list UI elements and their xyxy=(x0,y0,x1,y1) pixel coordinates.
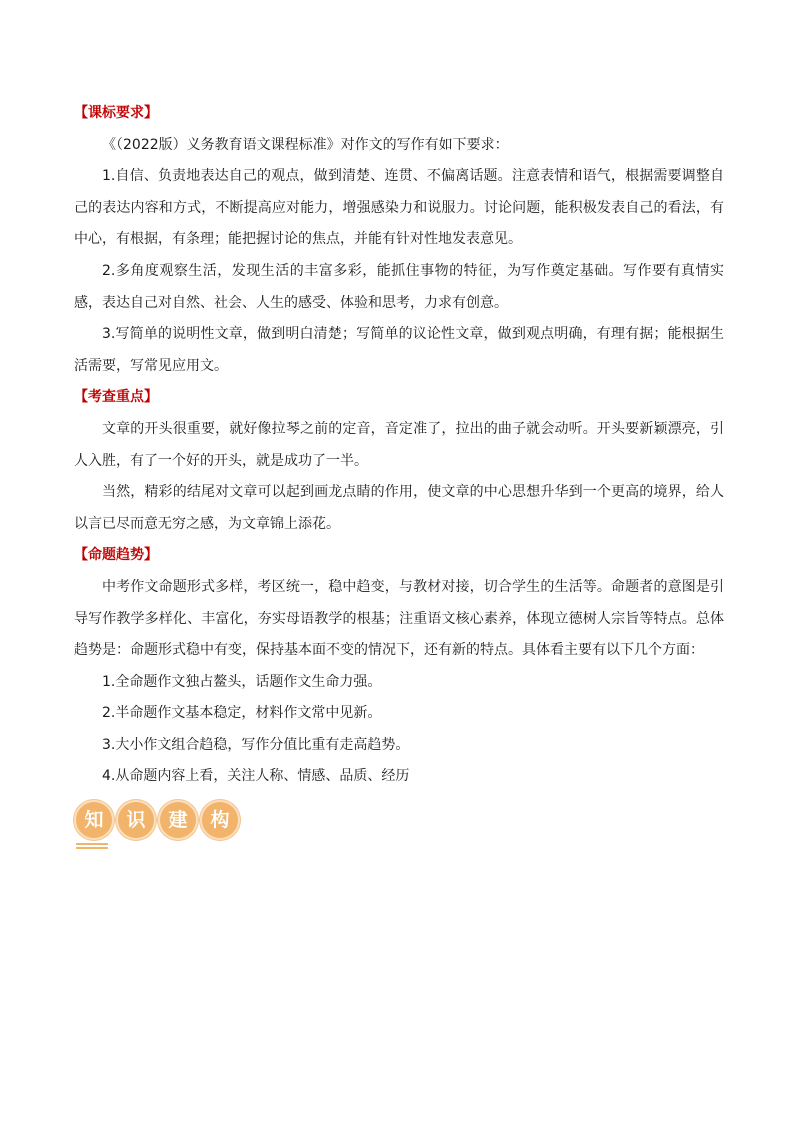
trend-item-2: 2.半命题作文基本稳定，材料作文常中见新。 xyxy=(102,705,382,722)
trend-item-3: 3.大小作文组合趋稳，写作分值比重有走高趋势。 xyxy=(102,736,410,753)
banner-underline-bottom xyxy=(76,847,108,849)
banner-char-1: 知 xyxy=(74,800,114,840)
banner-circles xyxy=(74,800,240,840)
trend-item-1: 1.全命题作文独占鳌头，话题作文生命力强。 xyxy=(102,673,382,690)
section-title-standard: 【课标要求】 xyxy=(74,105,158,121)
standard-item-3: 3.写简单的说明性文章，做到明白清楚；写简单的议论性文章，做到观点明确，有理有据；能根据生活需要，写常见应用文。 xyxy=(74,326,724,374)
trend-item-4: 4.从命题内容上看，关注人称、情感、品质、经历 xyxy=(102,768,410,785)
knowledge-construction-banner xyxy=(74,800,230,850)
trend-intro: 中考作文命题形式多样，考区统一，稳中趋变，与教材对接，切合学生的生活等。命题者的意图是引导写作教学多样化、丰富化，夯实母语教学的根基；注重语文核心素养，体现立德树人宗旨等特点。总体趋势是：命题形式稳中有变，保持基本面不变的情况下，还有新的特点。具体看主要有以下几个方面： xyxy=(74,578,724,659)
standard-intro: 《（2022版）义务教育语文课程标准》对作文的写作有如下要求： xyxy=(102,136,509,153)
banner-char-2: 识 xyxy=(116,800,156,840)
section-title-focus: 【考查重点】 xyxy=(74,389,158,406)
document-body xyxy=(74,98,724,793)
banner-underline-top xyxy=(76,843,108,845)
focus-paragraph-1: 文章的开头很重要，就好像拉琴之前的定音，音定准了，拉出的曲子就会动听。开头要新颖漂亮，引人入胜，有了一个好的开头，就是成功了一半。 xyxy=(74,420,724,469)
focus-paragraph-2: 当然，精彩的结尾对文章可以起到画龙点睛的作用，使文章的中心思想升华到一个更高的境界，给人以言已尽而意无穷之感，为文章锦上添花。 xyxy=(74,484,724,532)
banner-char-4: 构 xyxy=(200,800,240,840)
standard-item-1: 1.自信、负责地表达自己的观点，做到清楚、连贯、不偏离话题。注意表情和语气，根据需要调整自己的表达内容和方式，不断提高应对能力，增强感染力和说服力。讨论问题，能积极发表自己的看法，有中心，有根据，有条理；能把握讨论的焦点，并能有针对性地发表意见。 xyxy=(74,168,724,248)
section-title-trend: 【命题趋势】 xyxy=(74,547,158,564)
standard-item-2: 2.多角度观察生活，发现生活的丰富多彩，能抓住事物的特征，为写作奠定基础。写作要有真情实感，表达自己对自然、社会、人生的感受、体验和思考，力求有创意。 xyxy=(74,262,724,311)
banner-char-3: 建 xyxy=(158,800,198,840)
